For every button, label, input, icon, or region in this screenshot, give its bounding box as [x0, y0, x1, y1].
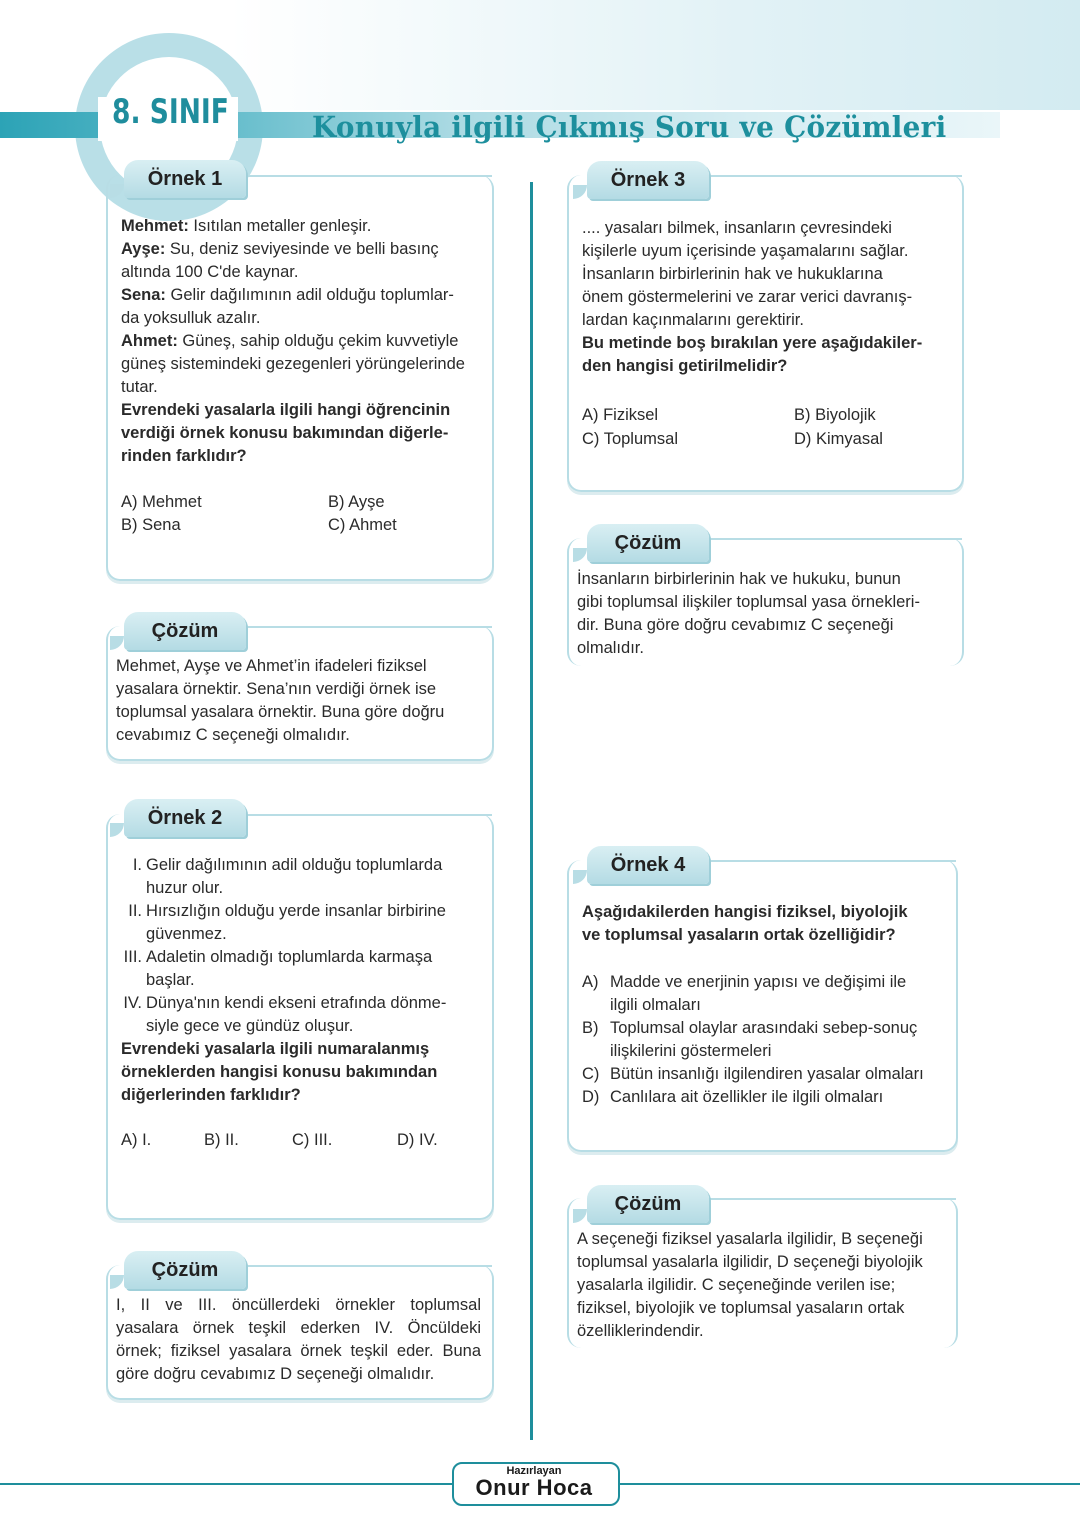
cozum-1-text [116, 655, 486, 747]
text-line: Mehmet, Ayşe ve Ahmet’in ifadeleri fiziksel [116, 657, 427, 675]
ornek-1-tab: Örnek 1 [124, 160, 246, 198]
text-line: toplumsal yasalarla ilgilidir, D seçeneği biyolojik [577, 1253, 923, 1271]
option-c: C) Bütün insanlığı ilgilendiren yasalar olmaları [582, 1065, 924, 1083]
grade-label: 8. SINIF [112, 92, 229, 132]
header-glow [230, 0, 1080, 110]
ornek-2-text [112, 854, 487, 1038]
option-c: C) III. [292, 1131, 333, 1149]
option-a: A) Madde ve enerjinin yapısı ve değişimi ile ilgili olmaları [582, 973, 907, 1014]
question-line: Aşağıdakilerden hangisi fiziksel, biyolojik [582, 903, 908, 921]
text-line: önem göstermelerini ve zarar verici davranış- [582, 288, 913, 306]
text-line: .... yasaları bilmek, insanların çevresindeki [582, 219, 892, 237]
question-line: ve toplumsal yasaların ortak özelliğidir? [582, 926, 896, 944]
option-a: A) Mehmet [121, 493, 202, 511]
cozum-2-tab: Çözüm [124, 1251, 246, 1289]
text-line: fiziksel, biyolojik ve toplumsal yasaların ortak [577, 1299, 905, 1317]
option-c: B) Sena [121, 516, 181, 534]
option-c: C) Toplumsal [582, 430, 678, 448]
text-line: tutar. [121, 378, 158, 396]
option-d: C) Ahmet [328, 516, 397, 534]
ornek-2-tab: Örnek 2 [124, 799, 246, 837]
text-line: cevabımız C seçeneği olmalıdır. [116, 726, 350, 744]
list-item: IV. Dünya'nın kendi ekseni etrafında dönme- siyle gece ve gündüz oluşur. [123, 994, 447, 1035]
ornek-2-question [121, 1038, 491, 1107]
text-line: olmalıdır. [577, 639, 644, 657]
option-d: D) Kimyasal [794, 430, 883, 448]
cozum-2-text [116, 1294, 481, 1386]
text-line: Ahmet: Güneş, sahip olduğu çekim kuvvetiyle [121, 332, 459, 350]
option-b: B) Ayşe [328, 493, 385, 511]
option-b: B) Biyolojik [794, 406, 876, 424]
prepared-by-label: Hazırlayan [506, 1465, 562, 1477]
text-line: yasalara örnektir. Sena’nın verdiği örnek ise [116, 680, 437, 698]
text-line: Ayşe: Su, deniz seviyesinde ve belli basınç [121, 240, 439, 258]
list-item: I. Gelir dağılımının adil olduğu toplumlarda huzur olur. [132, 856, 443, 897]
option-a: A) I. [121, 1131, 152, 1149]
ornek-1-text [121, 215, 491, 468]
page-title: Konuyla ilgili Çıkmış Soru ve Çözümleri [312, 110, 947, 144]
ornek-4-question [582, 901, 952, 947]
question-line: Evrendeki yasalarla ilgili numaralanmış [121, 1040, 430, 1058]
list-item: II. Hırsızlığın olduğu yerde insanlar birbirine güvenmez. [128, 902, 446, 943]
text-line: İnsanların birbirlerinin hak ve hukuku, bunun [577, 570, 901, 588]
text-line: kişilerle uyum içerisinde yaşamalarını sağlar. [582, 242, 909, 260]
ornek-3-tab: Örnek 3 [587, 161, 709, 199]
column-divider [530, 182, 533, 1440]
question-line: diğerlerinden farklıdır? [121, 1086, 301, 1104]
text-line: gibi toplumsal ilişkiler toplumsal yasa örnekleri- [577, 593, 920, 611]
cozum-4-text [577, 1228, 952, 1343]
cozum-3-text [577, 568, 957, 660]
text-line: özelliklerindendir. [577, 1322, 704, 1340]
text-line: yasalarla ilgilidir. C seçeneğinde verilen ise; [577, 1276, 896, 1294]
text-line: toplumsal yasalara örnektir. Buna göre doğru [116, 703, 445, 721]
option-a: A) Fiziksel [582, 406, 659, 424]
text-line: İnsanların birbirlerinin hak ve hukuklarına [582, 265, 883, 283]
question-line: Evrendeki yasalarla ilgili hangi öğrencinin [121, 401, 451, 419]
text-line: Sena: Gelir dağılımının adil olduğu toplumlar- [121, 286, 454, 304]
text-line: örnek; fiziksel yasalara örnek teşkil eder. Buna [116, 1342, 481, 1360]
question-line: rinden farklıdır? [121, 447, 247, 465]
author-name: Onur Hoca [475, 1475, 593, 1500]
cozum-4-tab: Çözüm [587, 1185, 709, 1223]
text-line: göre doğru cevabımız D seçeneği olmalıdır. [116, 1365, 435, 1383]
ornek-3-text [582, 217, 957, 378]
text-line: lardan kaçınmalarını gerektirir. [582, 311, 804, 329]
text-line: Mehmet: Isıtılan metaller genleşir. [121, 217, 372, 235]
ornek-4-options [582, 971, 952, 1109]
footer-line-right [616, 1483, 1080, 1485]
text-line: altında 100 C'de kaynar. [121, 263, 299, 281]
text-line: yasalara örnek teşkil ederken IV. Öncüldeki [116, 1319, 481, 1337]
text-line: I, II ve III. öncüllerdeki örnekler toplumsal [116, 1296, 481, 1314]
text-line: güneş sistemindeki gezegenleri yörüngelerinde [121, 355, 465, 373]
cozum-3-tab: Çözüm [587, 524, 709, 562]
question-line: Bu metinde boş bırakılan yere aşağıdakiler- [582, 334, 923, 352]
ornek-4-tab: Örnek 4 [587, 846, 709, 884]
footer-line-left [0, 1483, 452, 1485]
option-d: D) Canlılara ait özellikler ile ilgili olmaları [582, 1088, 884, 1106]
list-item: III. Adaletin olmadığı toplumlarda karmaşa başlar. [123, 948, 433, 989]
option-b: B) II. [204, 1131, 239, 1149]
question-line: verdiği örnek konusu bakımından diğerle- [121, 424, 449, 442]
question-line: örneklerden hangisi konusu bakımından [121, 1063, 438, 1081]
text-line: dir. Buna göre doğru cevabımız C seçeneği [577, 616, 894, 634]
option-b: B) Toplumsal olaylar arasındaki sebep-sonuç ilişkilerini göstermeleri [582, 1019, 918, 1060]
question-line: den hangisi getirilmelidir? [582, 357, 788, 375]
text-line: da yoksulluk azalır. [121, 309, 261, 327]
cozum-1-tab: Çözüm [124, 612, 246, 650]
text-line: A seçeneği fiziksel yasalarla ilgilidir, B seçeneği [577, 1230, 923, 1248]
option-d: D) IV. [397, 1131, 438, 1149]
